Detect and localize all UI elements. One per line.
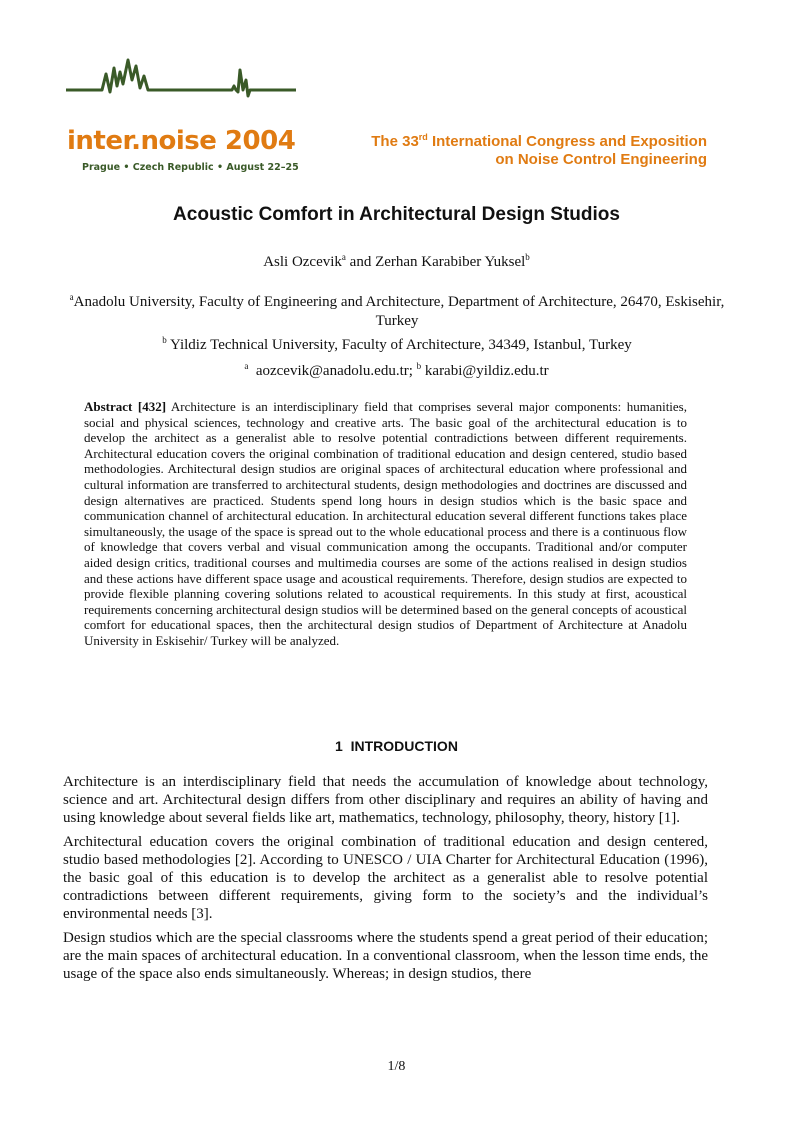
abstract-text: Architecture is an interdisciplinary field that comprises several major components: humanities, social and physical sciences, technology and creative arts. The basic goal of the architectural education is to develop the architect as a generalist able to resolve potential contradictions between different requirements. Architectural education covers the original combination of traditional education and design centered, studio based methodologies. Architectural design studios are original spaces of architectural education where professional and cultural information are transferred to architectural students, design methodologies and doctrines are discussed and design alternatives are practiced. Students spend long hours in design studios which is the basic space and communication channel of architectural education. In architectural education several different functions takes place simultaneously, the usage of the space is spread out to the whole educational process and there is a continuous flow of knowledge that covers verbal and visual communication among the occupants. Traditional and/or computer aided design critics, traditional courses and multimedia courses are some of the actions realised in design studios and these actions have different space usage and acoustical requirements. Therefore, design studios are expected to provide flexible planning covering solutions related to acoustical requirements. In this study at first, acoustical requirements concerning architectural design studios will be determined based on the general concepts of acoustical comfort for educational spaces, then the architectural design studios of Department of Architecture at Anadolu University in Eskisehir/ Turkey will be analyzed. bbox=[84, 399, 687, 648]
logo-wordmark: inter.noise 2004 bbox=[67, 126, 296, 156]
author-2: and Zerhan Karabiber Yuksel bbox=[345, 254, 526, 270]
logo-subline: Prague • Czech Republic • August 22–25 bbox=[82, 162, 299, 173]
affiliation-b-text: Yildiz Technical University, Faculty of Architecture, 34349, Istanbul, Turkey bbox=[166, 337, 632, 353]
abstract bbox=[84, 399, 687, 649]
email-b-mark: b bbox=[416, 361, 422, 371]
section-heading-introduction: 1 INTRODUCTION bbox=[335, 738, 458, 754]
congress-name: International Congress and Exposition bbox=[427, 133, 707, 150]
congress-line-1 bbox=[371, 128, 707, 151]
congress-ordinal-suffix: rd bbox=[418, 132, 428, 142]
affiliation-a bbox=[62, 288, 732, 331]
author-1-affil-mark: a bbox=[341, 252, 346, 262]
affiliation-b-mark: b bbox=[162, 335, 167, 345]
author-line bbox=[0, 252, 793, 271]
affiliations bbox=[62, 288, 732, 355]
affiliation-a-text: Anadolu University, Faculty of Engineering and Architecture, Department of Architecture, 26470, Eskisehir, Turkey bbox=[73, 294, 725, 329]
email-a-mark: a bbox=[244, 361, 249, 371]
paper-title: Acoustic Comfort in Architectural Design Studios bbox=[173, 204, 620, 225]
congress-banner bbox=[371, 128, 707, 169]
affiliation-a-mark: a bbox=[69, 292, 74, 302]
email-a: aozcevik@anadolu.edu.tr; bbox=[248, 363, 417, 379]
paragraph: Architecture is an interdisciplinary field that needs the accumulation of knowledge about technology, science and art. Architectural design differs from other disciplinary and requires an ability of having and using knowledge about several fields like art, mathematics, technology, philosophy, theory, history [1]. bbox=[63, 774, 708, 826]
paragraph: Design studios which are the special classrooms where the students spend a great period of their education; are the main spaces of architectural education. In a conventional classroom, when the lesson time ends, the usage of the space also ends simultaneously. Whereas; in design studios, there bbox=[63, 930, 708, 982]
congress-ordinal: The 33 bbox=[371, 133, 419, 150]
author-2-affil-mark: b bbox=[525, 252, 530, 262]
paragraph: Architectural education covers the original combination of traditional education and design centered, studio based methodologies [2]. According to UNESCO / UIA Charter for Architectural Education (1996), the basic goal of this education is to develop the architect as a generalist able to resolve potential contradictions between different requirements, giving form to the society’s and the individual’s environmental needs [3]. bbox=[63, 834, 708, 922]
noise-waveform-icon bbox=[62, 58, 298, 128]
affiliation-b bbox=[62, 331, 732, 355]
congress-line-2: on Noise Control Engineering bbox=[495, 151, 707, 168]
author-1: Asli Ozcevik bbox=[263, 254, 342, 270]
page-number: 1/8 bbox=[387, 1059, 406, 1074]
conference-logo bbox=[62, 58, 298, 180]
email-b: karabi@yildiz.edu.tr bbox=[421, 363, 549, 379]
abstract-label: Abstract [432] bbox=[84, 399, 167, 414]
email-line bbox=[0, 361, 793, 380]
introduction-body bbox=[63, 773, 708, 989]
